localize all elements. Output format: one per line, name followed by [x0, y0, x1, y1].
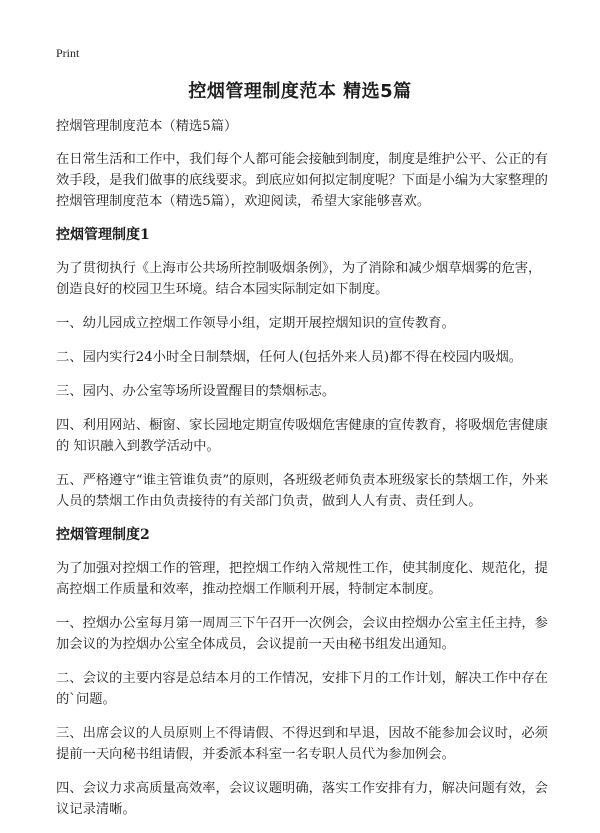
- paragraph: 四、利用网站、橱窗、家长园地定期宣传吸烟危害健康的宣传教育，将吸烟危害健康的 知识融入到教学活动中。: [56, 418, 548, 454]
- paragraph: 二、园内实行24小时全日制禁烟，任何人(包括外来人员)都不得在校园内吸烟。: [56, 350, 523, 365]
- section-2: [56, 525, 550, 820]
- paragraph: 二、会议的主要内容是总结本月的工作情况，安排下月的工作计划，解决工作中存在的`问题。: [56, 671, 548, 707]
- section-heading: 控烟管理制度2: [56, 527, 150, 543]
- print-link[interactable]: Print: [56, 46, 80, 60]
- page-title: 控烟管理制度范本 精选5篇: [188, 81, 412, 102]
- paragraph: 为了贯彻执行《上海市公共场所控制吸烟条例》，为了消除和减少烟草烟雾的危害，创造良好的校园卫生环境。结合本园实际制定如下制度。: [56, 261, 542, 297]
- intro-paragraph: 在日常生活和工作中，我们每个人都可能会接触到制度，制度是维护公平、公正的有效手段，是我们做事的底线要求。到底应如何拟定制度呢？下面是小编为大家整理的控烟管理制度范本（精选5篇），欢迎阅读，希望大家能够喜欢。: [56, 152, 548, 209]
- paragraph: 三、园内、办公室等场所设置醒目的禁烟标志。: [56, 384, 336, 399]
- paragraph: 四、会议力求高质量高效率，会议议题明确，落实工作安排有力，解决问题有效，会议记录清晰。: [56, 781, 548, 817]
- paragraph: 三、出席会议的人员原则上不得请假、不得迟到和早退，因故不能参加会议时，必须提前一天向秘书组请假，并委派本科室一名专职人员代为参加例会。: [56, 726, 548, 762]
- paragraph: 一、幼儿园成立控烟工作领导小组，定期开展控烟知识的宣传教育。: [56, 316, 455, 331]
- subtitle: 控烟管理制度范本（精选5篇）: [56, 119, 238, 134]
- paragraph: 五、严格遵守“谁主管谁负责”的原则，各班级老师负责本班级家长的禁烟工作，外来人员的禁烟工作由负责接待的有关部门负责，做到人人有责、责任到人。: [56, 473, 549, 509]
- paragraph: 一、控烟办公室每月第一周周三下午召开一次例会，会议由控烟办公室主任主持，参加会议的为控烟办公室全体成员，会议提前一天由秘书组发出通知。: [56, 616, 548, 652]
- article-body: [56, 116, 550, 833]
- section-1: [56, 225, 550, 512]
- section-heading: 控烟管理制度1: [56, 227, 150, 243]
- paragraph: 为了加强对控烟工作的管理，把控烟工作纳入常规性工作，使其制度化、规范化，提高控烟工作质量和效率，推动控烟工作顺利开展，特制定本制度。: [56, 561, 548, 597]
